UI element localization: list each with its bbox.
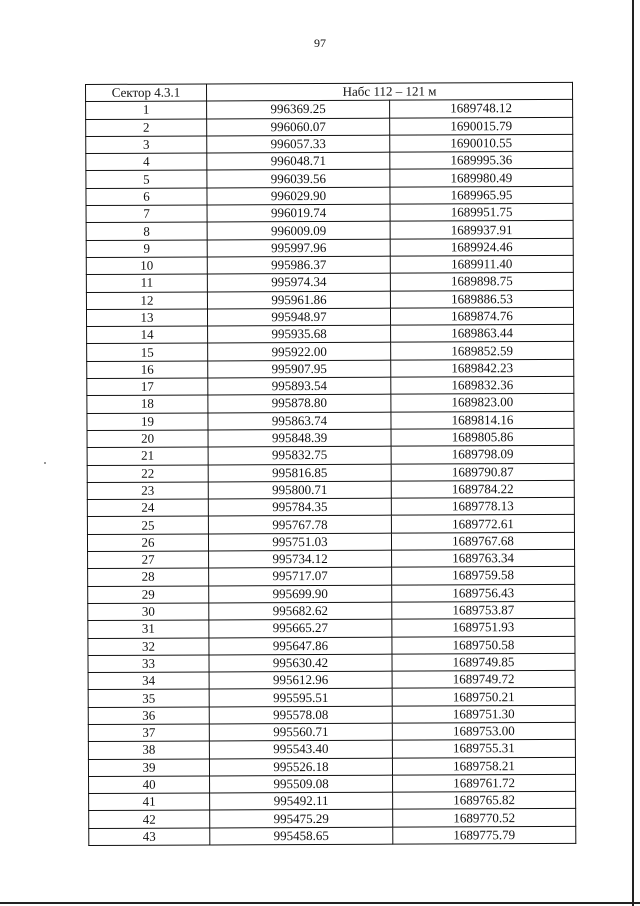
x-coordinate-cell: 995630.42 <box>209 654 392 672</box>
x-coordinate-cell: 995647.86 <box>209 637 392 655</box>
coordinates-table <box>85 82 576 846</box>
x-coordinate-cell: 995458.65 <box>210 827 393 845</box>
y-coordinate-cell: 1689924.46 <box>390 238 573 256</box>
table-row <box>86 117 573 136</box>
point-number-cell: 26 <box>87 534 208 552</box>
x-coordinate-cell: 995961.86 <box>207 291 390 309</box>
table-row <box>87 376 574 395</box>
x-coordinate-cell: 995878.80 <box>208 395 391 413</box>
table-row <box>88 757 575 776</box>
scan-edge-right <box>632 0 634 906</box>
point-number-cell: 15 <box>87 343 208 361</box>
point-number-cell: 33 <box>88 655 209 673</box>
table-row <box>88 653 575 672</box>
x-coordinate-cell: 995974.34 <box>207 273 390 291</box>
x-coordinate-cell: 995699.90 <box>209 585 392 603</box>
x-coordinate-cell: 995935.68 <box>208 325 391 343</box>
point-number-cell: 2 <box>86 119 207 137</box>
point-number-cell: 14 <box>87 326 208 344</box>
y-coordinate-cell: 1689874.76 <box>390 307 573 325</box>
x-coordinate-cell: 996019.74 <box>207 204 390 222</box>
point-number-cell: 20 <box>87 430 208 448</box>
x-coordinate-cell: 995893.54 <box>208 377 391 395</box>
y-coordinate-cell: 1689798.09 <box>391 446 574 464</box>
table-row <box>88 705 575 724</box>
table-row <box>88 688 575 707</box>
x-coordinate-cell: 995832.75 <box>208 446 391 464</box>
point-number-cell: 23 <box>87 482 208 500</box>
point-number-cell: 38 <box>88 741 209 759</box>
y-coordinate-cell: 1689886.53 <box>390 290 573 308</box>
y-coordinate-cell: 1689790.87 <box>391 463 574 481</box>
x-coordinate-cell: 995492.11 <box>210 792 393 810</box>
table-row <box>86 169 573 188</box>
y-coordinate-cell: 1689750.21 <box>392 688 575 706</box>
table-row <box>86 134 573 153</box>
x-coordinate-cell: 995816.85 <box>208 464 391 482</box>
x-coordinate-cell: 995784.35 <box>208 498 391 516</box>
table-row <box>87 446 574 465</box>
y-coordinate-cell: 1689763.34 <box>392 549 575 567</box>
table-row <box>87 532 574 551</box>
x-coordinate-cell: 995863.74 <box>208 412 391 430</box>
point-number-cell: 42 <box>89 810 210 828</box>
x-coordinate-cell: 995848.39 <box>208 429 391 447</box>
y-coordinate-cell: 1689832.36 <box>391 376 574 394</box>
table-row <box>87 342 574 361</box>
y-coordinate-cell: 1689753.00 <box>392 722 575 740</box>
point-number-cell: 29 <box>88 586 209 604</box>
point-number-cell: 12 <box>86 292 207 310</box>
y-coordinate-cell: 1689937.91 <box>390 221 573 239</box>
table-row <box>87 497 574 516</box>
table-row <box>86 238 573 257</box>
table-row <box>87 480 574 499</box>
x-coordinate-cell: 995717.07 <box>209 567 392 585</box>
x-coordinate-cell: 996060.07 <box>207 118 390 136</box>
x-coordinate-cell: 995526.18 <box>209 758 392 776</box>
y-coordinate-cell: 1689770.52 <box>393 809 576 827</box>
x-coordinate-cell: 995682.62 <box>209 602 392 620</box>
coordinates-table-wrapper <box>85 82 576 846</box>
y-coordinate-cell: 1689759.58 <box>392 567 575 585</box>
y-coordinate-cell: 1689755.31 <box>392 740 575 758</box>
table-row <box>89 809 576 828</box>
point-number-cell: 9 <box>86 240 207 258</box>
table-row <box>88 670 575 689</box>
y-coordinate-cell: 1689995.36 <box>390 152 573 170</box>
scan-speck <box>44 462 46 464</box>
y-coordinate-cell: 1689814.16 <box>391 411 574 429</box>
y-coordinate-cell: 1689980.49 <box>390 169 573 187</box>
table-row <box>88 567 575 586</box>
y-coordinate-cell: 1689805.86 <box>391 428 574 446</box>
point-number-cell: 13 <box>86 309 207 327</box>
y-coordinate-cell: 1689749.72 <box>392 670 575 688</box>
y-coordinate-cell: 1689761.72 <box>393 774 576 792</box>
y-coordinate-cell: 1689749.85 <box>392 653 575 671</box>
point-number-cell: 19 <box>87 413 208 431</box>
table-row <box>89 792 576 811</box>
table-row <box>87 463 574 482</box>
page-number: 97 <box>314 36 326 50</box>
header-sector: Сектор 4.3.1 <box>86 84 207 102</box>
point-number-cell: 3 <box>86 136 207 154</box>
point-number-cell: 24 <box>87 499 208 517</box>
y-coordinate-cell: 1689751.30 <box>392 705 575 723</box>
point-number-cell: 34 <box>88 672 209 690</box>
table-row <box>86 186 573 205</box>
table-row <box>86 290 573 309</box>
y-coordinate-cell: 1690015.79 <box>390 117 573 135</box>
x-coordinate-cell: 995509.08 <box>210 775 393 793</box>
y-coordinate-cell: 1689911.40 <box>390 255 573 273</box>
y-coordinate-cell: 1689863.44 <box>391 325 574 343</box>
point-number-cell: 17 <box>87 378 208 396</box>
point-number-cell: 6 <box>86 188 207 206</box>
table-row <box>86 100 573 119</box>
table-row <box>87 394 574 413</box>
point-number-cell: 31 <box>88 620 209 638</box>
x-coordinate-cell: 995578.08 <box>209 706 392 724</box>
table-row <box>86 255 573 274</box>
table-row <box>89 826 576 845</box>
point-number-cell: 5 <box>86 170 207 188</box>
point-number-cell: 4 <box>86 153 207 171</box>
table-row <box>87 325 574 344</box>
table-row <box>86 307 573 326</box>
table-row <box>88 740 575 759</box>
x-coordinate-cell: 996009.09 <box>207 222 390 240</box>
point-number-cell: 27 <box>88 551 209 569</box>
x-coordinate-cell: 995986.37 <box>207 256 390 274</box>
x-coordinate-cell: 995595.51 <box>209 689 392 707</box>
y-coordinate-cell: 1689823.00 <box>391 394 574 412</box>
x-coordinate-cell: 995734.12 <box>209 550 392 568</box>
table-header-row <box>86 82 573 101</box>
x-coordinate-cell: 995751.03 <box>208 533 391 551</box>
table-row <box>88 601 575 620</box>
table-row <box>87 515 574 534</box>
x-coordinate-cell: 996057.33 <box>207 135 390 153</box>
y-coordinate-cell: 1689951.75 <box>390 203 573 221</box>
point-number-cell: 28 <box>88 568 209 586</box>
point-number-cell: 16 <box>87 361 208 379</box>
y-coordinate-cell: 1689898.75 <box>390 273 573 291</box>
point-number-cell: 10 <box>86 257 207 275</box>
y-coordinate-cell: 1690010.55 <box>390 134 573 152</box>
table-row <box>88 722 575 741</box>
table-row <box>88 636 575 655</box>
table-row <box>87 411 574 430</box>
scan-edge-bottom <box>0 902 640 904</box>
x-coordinate-cell: 995997.96 <box>207 239 390 257</box>
x-coordinate-cell: 995665.27 <box>209 619 392 637</box>
y-coordinate-cell: 1689852.59 <box>391 342 574 360</box>
point-number-cell: 7 <box>86 205 207 223</box>
x-coordinate-cell: 995560.71 <box>209 723 392 741</box>
y-coordinate-cell: 1689778.13 <box>391 497 574 515</box>
point-number-cell: 32 <box>88 637 209 655</box>
x-coordinate-cell: 995922.00 <box>208 343 391 361</box>
y-coordinate-cell: 1689753.87 <box>392 601 575 619</box>
x-coordinate-cell: 996048.71 <box>207 152 390 170</box>
x-coordinate-cell: 995907.95 <box>208 360 391 378</box>
point-number-cell: 1 <box>86 101 207 119</box>
x-coordinate-cell: 996039.56 <box>207 170 390 188</box>
y-coordinate-cell: 1689750.58 <box>392 636 575 654</box>
point-number-cell: 30 <box>88 603 209 621</box>
table-row <box>86 221 573 240</box>
point-number-cell: 39 <box>88 759 209 777</box>
table-row <box>88 619 575 638</box>
table-row <box>87 428 574 447</box>
header-height: Набс 112 – 121 м <box>207 82 573 101</box>
table-row <box>86 203 573 222</box>
point-number-cell: 36 <box>88 707 209 725</box>
point-number-cell: 40 <box>89 776 210 794</box>
table-row <box>88 584 575 603</box>
table-body <box>86 100 576 846</box>
x-coordinate-cell: 995800.71 <box>208 481 391 499</box>
y-coordinate-cell: 1689756.43 <box>392 584 575 602</box>
x-coordinate-cell: 996369.25 <box>207 100 390 118</box>
y-coordinate-cell: 1689748.12 <box>390 100 573 118</box>
x-coordinate-cell: 995475.29 <box>210 810 393 828</box>
point-number-cell: 18 <box>87 395 208 413</box>
x-coordinate-cell: 995543.40 <box>209 740 392 758</box>
point-number-cell: 8 <box>86 222 207 240</box>
y-coordinate-cell: 1689765.82 <box>393 792 576 810</box>
x-coordinate-cell: 995948.97 <box>207 308 390 326</box>
y-coordinate-cell: 1689767.68 <box>391 532 574 550</box>
y-coordinate-cell: 1689758.21 <box>392 757 575 775</box>
y-coordinate-cell: 1689772.61 <box>391 515 574 533</box>
y-coordinate-cell: 1689775.79 <box>393 826 576 844</box>
x-coordinate-cell: 995612.96 <box>209 671 392 689</box>
y-coordinate-cell: 1689965.95 <box>390 186 573 204</box>
point-number-cell: 25 <box>87 516 208 534</box>
x-coordinate-cell: 996029.90 <box>207 187 390 205</box>
point-number-cell: 41 <box>89 793 210 811</box>
y-coordinate-cell: 1689751.93 <box>392 619 575 637</box>
point-number-cell: 21 <box>87 447 208 465</box>
table-row <box>87 359 574 378</box>
point-number-cell: 22 <box>87 464 208 482</box>
y-coordinate-cell: 1689784.22 <box>391 480 574 498</box>
x-coordinate-cell: 995767.78 <box>208 516 391 534</box>
y-coordinate-cell: 1689842.23 <box>391 359 574 377</box>
point-number-cell: 37 <box>88 724 209 742</box>
table-row <box>86 273 573 292</box>
table-row <box>88 549 575 568</box>
table-row <box>86 152 573 171</box>
point-number-cell: 11 <box>86 274 207 292</box>
table-row <box>89 774 576 793</box>
point-number-cell: 35 <box>88 689 209 707</box>
point-number-cell: 43 <box>89 828 210 846</box>
